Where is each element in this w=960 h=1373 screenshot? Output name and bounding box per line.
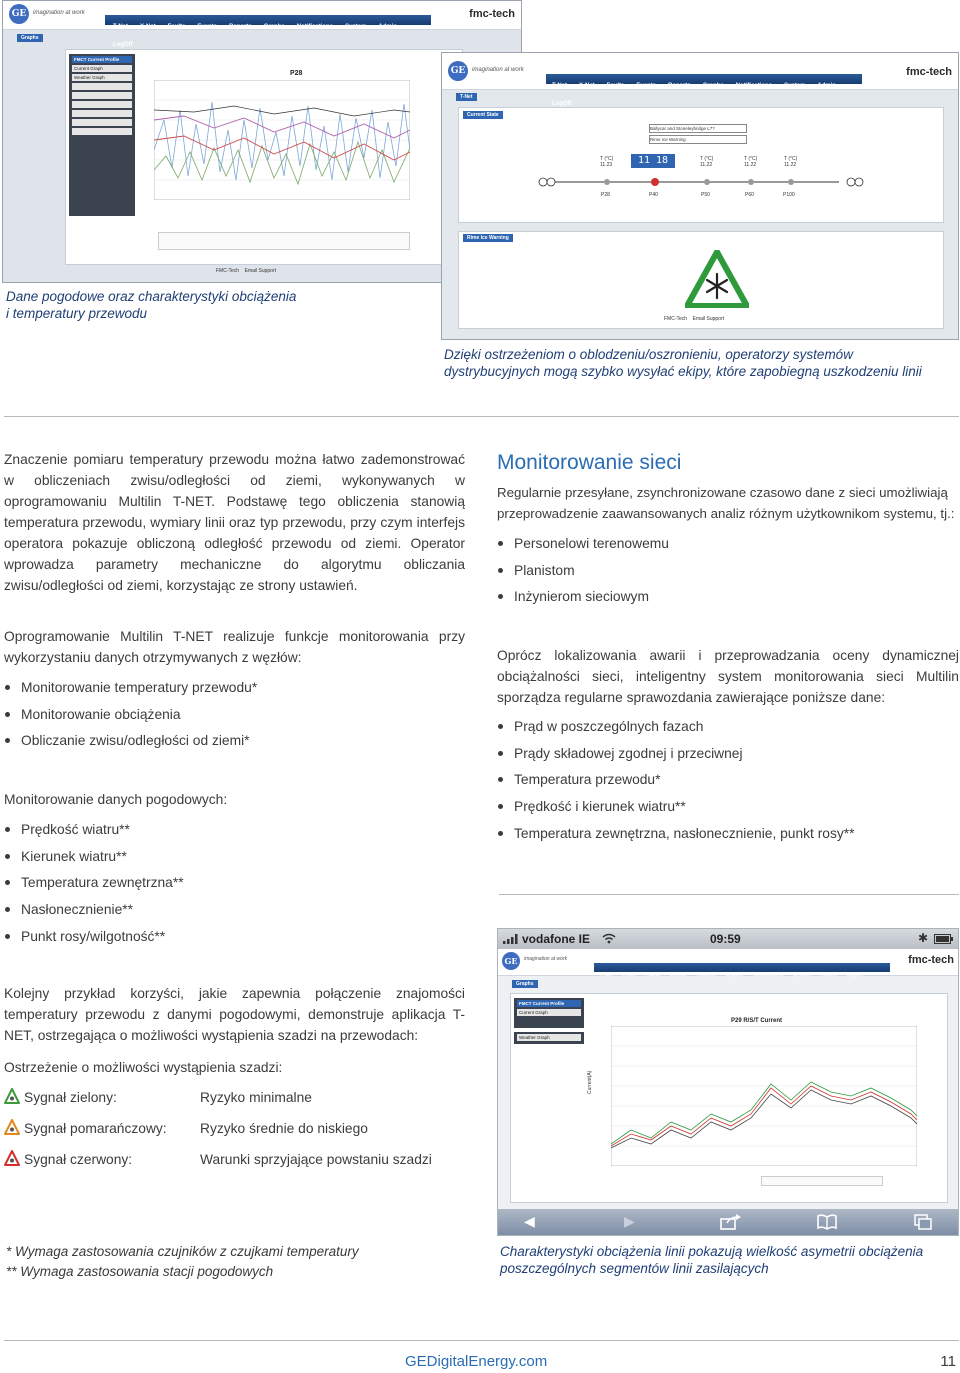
nav-item[interactable]: Faults (645, 972, 661, 978)
list-item: Kierunek wiatru** (4, 846, 465, 873)
weather-graph-option[interactable]: Weather Graph (72, 74, 132, 81)
list-item: Prędkość i kierunek wiatru** (497, 796, 959, 823)
nav-item[interactable]: Admin (821, 972, 837, 978)
list-item: Planistom (497, 560, 959, 587)
list-item: Temperatura zewnętrzna** (4, 872, 465, 899)
chart-legend (158, 232, 410, 250)
chart-legend (761, 1176, 883, 1186)
signal-label: Sygnał zielony: (24, 1090, 117, 1105)
nav-item[interactable]: Graphs (263, 24, 285, 30)
browser-toolbar (498, 1209, 958, 1235)
right-divider (499, 894, 959, 895)
brand-logo: fmc-tech (469, 8, 515, 20)
ge-logo: GE (9, 4, 29, 24)
nav-item[interactable]: Notifications (753, 972, 784, 978)
nav-item[interactable]: System (793, 972, 812, 978)
option-field[interactable] (72, 101, 132, 108)
signal-value: Ryzyko średnie do niskiego (200, 1121, 368, 1136)
report-data-list (497, 716, 959, 849)
list-item: Monitorowanie temperatury przewodu* (4, 677, 465, 704)
digital-readout: 11 18 (631, 154, 675, 168)
nav-item[interactable]: Notifications (735, 83, 773, 89)
status-bar (498, 929, 958, 949)
option-field[interactable] (72, 92, 132, 99)
nav-item[interactable]: System (345, 24, 367, 30)
nav-item[interactable]: Admin (378, 24, 398, 30)
list-item: Personelowi terenowemu (497, 533, 959, 560)
carrier-name: vodafone IE (522, 932, 591, 946)
mobile-graph-panel (510, 993, 948, 1203)
signal-value: Warunki sprzyjające powstaniu szadzi (200, 1152, 432, 1167)
right-para-2: Oprócz lokalizowania awarii i przeprowadzania oceny dynamicznej obciążalności sieci, inteligentny system monitorowania sieci Multilin sporządza regularne sprawozdania zawierające poniższe dane: (497, 648, 959, 705)
right-para-1: Regularnie przesyłane, zsynchronizowane czasowo dane z sieci umożliwiają przeprowadzenie zaawansowanych analiz różnym użytkownikom systemu, tj.: (497, 485, 955, 521)
graphs-tab[interactable]: Graphs (17, 34, 43, 42)
node-name: P40 (649, 192, 658, 198)
users-list (497, 533, 959, 613)
nav-item[interactable]: LogOff (113, 42, 133, 48)
nav-bar (546, 74, 862, 107)
nav-bar (105, 15, 431, 48)
footer-divider (4, 1340, 959, 1341)
nav-item[interactable]: T-Net (552, 83, 567, 89)
ge-logo: GE (448, 61, 468, 81)
tnet-tab[interactable]: T-Net (456, 93, 477, 101)
nav-item[interactable]: Events (670, 972, 687, 978)
node-temp-label: T (°C) 11.22 (700, 156, 714, 168)
app-header (498, 949, 958, 976)
rime-ice-warning-screenshot (441, 52, 959, 340)
nav-item[interactable]: T-Net (113, 24, 128, 30)
nav-item[interactable]: Notifications (296, 24, 334, 30)
forward-icon[interactable]: ▶ (624, 1213, 635, 1229)
left-chart-title: P28 (290, 70, 303, 77)
battery-icon (934, 934, 954, 944)
ge-tagline: imagination at work (33, 10, 85, 16)
nav-bar (594, 963, 890, 978)
left-para-1: Znaczenie pomiaru temperatury przewodu można łatwo zademonstrować w obliczeniach zwisu/odległości od ziemi, wykonywanych w oprogramowaniu Multilin T-NET. Podstawę tego obliczenia stanowią temperatura przewodu, wymiary linii oraz typ przewodu, przy czym interfejs operatora pokazuje obliczoną odległość przewodu od ziemi. Operator wprowadza parametry mechaniczne do algorytmu obliczania zwisu/odległości od ziemi, korzystając ze strony ustawień. (4, 452, 465, 593)
node-name: P28 (601, 192, 610, 198)
nav-item[interactable]: Graphs (702, 83, 724, 89)
nav-item[interactable]: T-Net (600, 972, 613, 978)
node-temp-label: T (°C) 11.23 (600, 156, 614, 168)
app-header (3, 1, 521, 48)
warning-triangle-icon (685, 250, 749, 308)
node-temp-label: T (°C) 11.22 (744, 156, 758, 168)
list-item: Prędkość wiatru** (4, 819, 465, 846)
nav-item[interactable]: Reports (229, 24, 252, 30)
ge-logo: GE (502, 952, 520, 970)
node-name: P60 (745, 192, 754, 198)
signal-strength-icon (503, 934, 519, 944)
wifi-icon (602, 933, 616, 944)
bluetooth-icon: ✱ (918, 931, 929, 945)
list-item: Nasłonecznienie** (4, 899, 465, 926)
option-field[interactable] (72, 110, 132, 117)
warning-red-icon (4, 1150, 20, 1166)
list-item: Inżynierom sieciowym (497, 586, 959, 613)
back-icon[interactable]: ◀ (524, 1213, 535, 1229)
option-field[interactable] (72, 119, 132, 126)
clock: 09:59 (710, 932, 741, 946)
nav-item[interactable]: Events (197, 24, 218, 30)
nav-item[interactable]: Reports (696, 972, 716, 978)
list-item: Obliczanie zwisu/odległości od ziemi* (4, 730, 465, 757)
bookmarks-icon[interactable] (816, 1214, 838, 1230)
warning-select[interactable]: Rime Ice Warning (649, 135, 747, 144)
ge-tagline: imagination at work (472, 67, 524, 73)
profile-title: FMCT Current Profile (517, 1000, 581, 1007)
mobile-screenshot (497, 928, 959, 1236)
nav-item[interactable]: Events (636, 83, 657, 89)
caption-right-screenshot: Dzięki ostrzeżeniom o oblodzeniu/oszronieniu, operatorzy systemów dystrybucyjnych mogą szybko wysyłać ekipy, które zapobiegną uszkodzeniu linii (444, 347, 922, 379)
current-graph-option[interactable]: Current Graph (72, 65, 132, 72)
nav-item[interactable]: Reports (668, 83, 691, 89)
rime-warning-label: Rime Ice Warning (463, 234, 513, 242)
tabs-icon[interactable] (914, 1214, 932, 1230)
footer-links[interactable]: FMC-Tech Email Support (664, 316, 725, 322)
footer-url[interactable]: GEDigitalEnergy.com (405, 1353, 548, 1370)
list-item: Prądy składowej zgodnej i przeciwnej (497, 743, 959, 770)
brand-logo: fmc-tech (906, 66, 952, 78)
warning-heading: Ostrzeżenie o możliwości wystąpienia szadzi: (4, 1060, 283, 1075)
nav-item[interactable]: Faults (167, 24, 186, 30)
left-para-2: Oprogramowanie Multilin T-NET realizuje funkcje monitorowania przy wykorzystaniu danych otrzymywanych z węzłów: (4, 629, 465, 665)
nav-item[interactable]: Faults (606, 83, 625, 89)
caption-left-screenshot: Dane pogodowe oraz charakterystyki obciążenia i temperatury przewodu (6, 289, 297, 321)
weather-graph-option[interactable]: Weather Graph (517, 1034, 581, 1041)
weather-options-panel (514, 1032, 584, 1044)
signal-label: Sygnał pomarańczowy: (24, 1121, 167, 1136)
profile-title: FMCT Current Profile (72, 56, 132, 63)
nav-item[interactable]: X-Net (622, 972, 636, 978)
graph-options-panel (69, 54, 135, 216)
list-item: Temperatura przewodu* (497, 769, 959, 796)
ge-tagline: imagination at work (524, 956, 568, 962)
mobile-chart-title: P29 R/S/T Current (731, 1018, 783, 1024)
signal-label: Sygnał czerwony: (24, 1152, 133, 1167)
option-field[interactable] (72, 128, 132, 135)
node-monitoring-list (4, 677, 465, 757)
nav-item[interactable]: LogOff (846, 972, 864, 978)
graph-panel (65, 49, 463, 274)
brand-logo: fmc-tech (908, 954, 954, 966)
share-icon[interactable] (720, 1214, 742, 1230)
page-number: 11 (940, 1353, 956, 1370)
list-item: Prąd w poszczególnych fazach (497, 716, 959, 743)
caption-mobile-screenshot: Charakterystyki obciążenia linii pokazują wielkość asymetrii obciążenia poszczególnych segmentów linii zasilających (500, 1244, 924, 1276)
option-field[interactable] (72, 83, 132, 90)
weather-list (4, 819, 465, 952)
rime-warning-panel (458, 231, 944, 329)
weather-heading: Monitorowanie danych pogodowych: (4, 792, 228, 807)
nav-item[interactable]: Admin (817, 83, 837, 89)
footer-links[interactable]: FMC-Tech Email Support (216, 268, 277, 274)
graph-options-panel (514, 998, 584, 1028)
list-item: Monitorowanie obciążenia (4, 704, 465, 731)
current-state-label: Current State (463, 111, 503, 119)
rst-current-chart (611, 1026, 917, 1166)
weather-chart (154, 80, 410, 200)
top-divider (4, 416, 959, 417)
node-name: P50 (701, 192, 710, 198)
node-temp-label: T (°C) 11.22 (784, 156, 798, 168)
nav-item[interactable]: X-Net (579, 83, 595, 89)
node-name: P100 (783, 192, 795, 198)
left-para-3: Kolejny przykład korzyści, jakie zapewnia połączenie znajomości temperatury przewodu z danymi pogodowymi, demonstruje aplikacja T-NET, ostrzegająca o możliwości wystąpienia szadzi na przewodach: (4, 986, 465, 1043)
footnote-2: ** Wymaga zastosowania stacji pogodowych (6, 1264, 274, 1279)
nav-item[interactable]: LogOff (552, 101, 572, 107)
graphs-tab[interactable]: Graphs (512, 980, 538, 988)
section-heading: Monitorowanie sieci (497, 451, 682, 474)
app-header (442, 53, 958, 107)
nav-item[interactable]: System (784, 83, 806, 89)
current-graph-option[interactable]: Current Graph (517, 1009, 581, 1016)
footnote-1: * Wymaga zastosowania czujników z czujkami temperatury (6, 1244, 359, 1259)
nav-item[interactable]: X-Net (140, 24, 156, 30)
line-select[interactable]: Ballycar and Stoneleybridge L7? (649, 124, 747, 133)
warning-orange-icon (4, 1119, 20, 1135)
mobile-y-label: Current(A) (587, 1070, 593, 1094)
current-state-panel (458, 107, 944, 223)
signal-value: Ryzyko minimalne (200, 1090, 312, 1105)
warning-green-icon (4, 1088, 20, 1104)
nav-item[interactable]: Graphs (725, 972, 744, 978)
list-item: Temperatura zewnętrzna, nasłonecznienie, punkt rosy** (497, 823, 959, 850)
list-item: Punkt rosy/wilgotność** (4, 926, 465, 953)
